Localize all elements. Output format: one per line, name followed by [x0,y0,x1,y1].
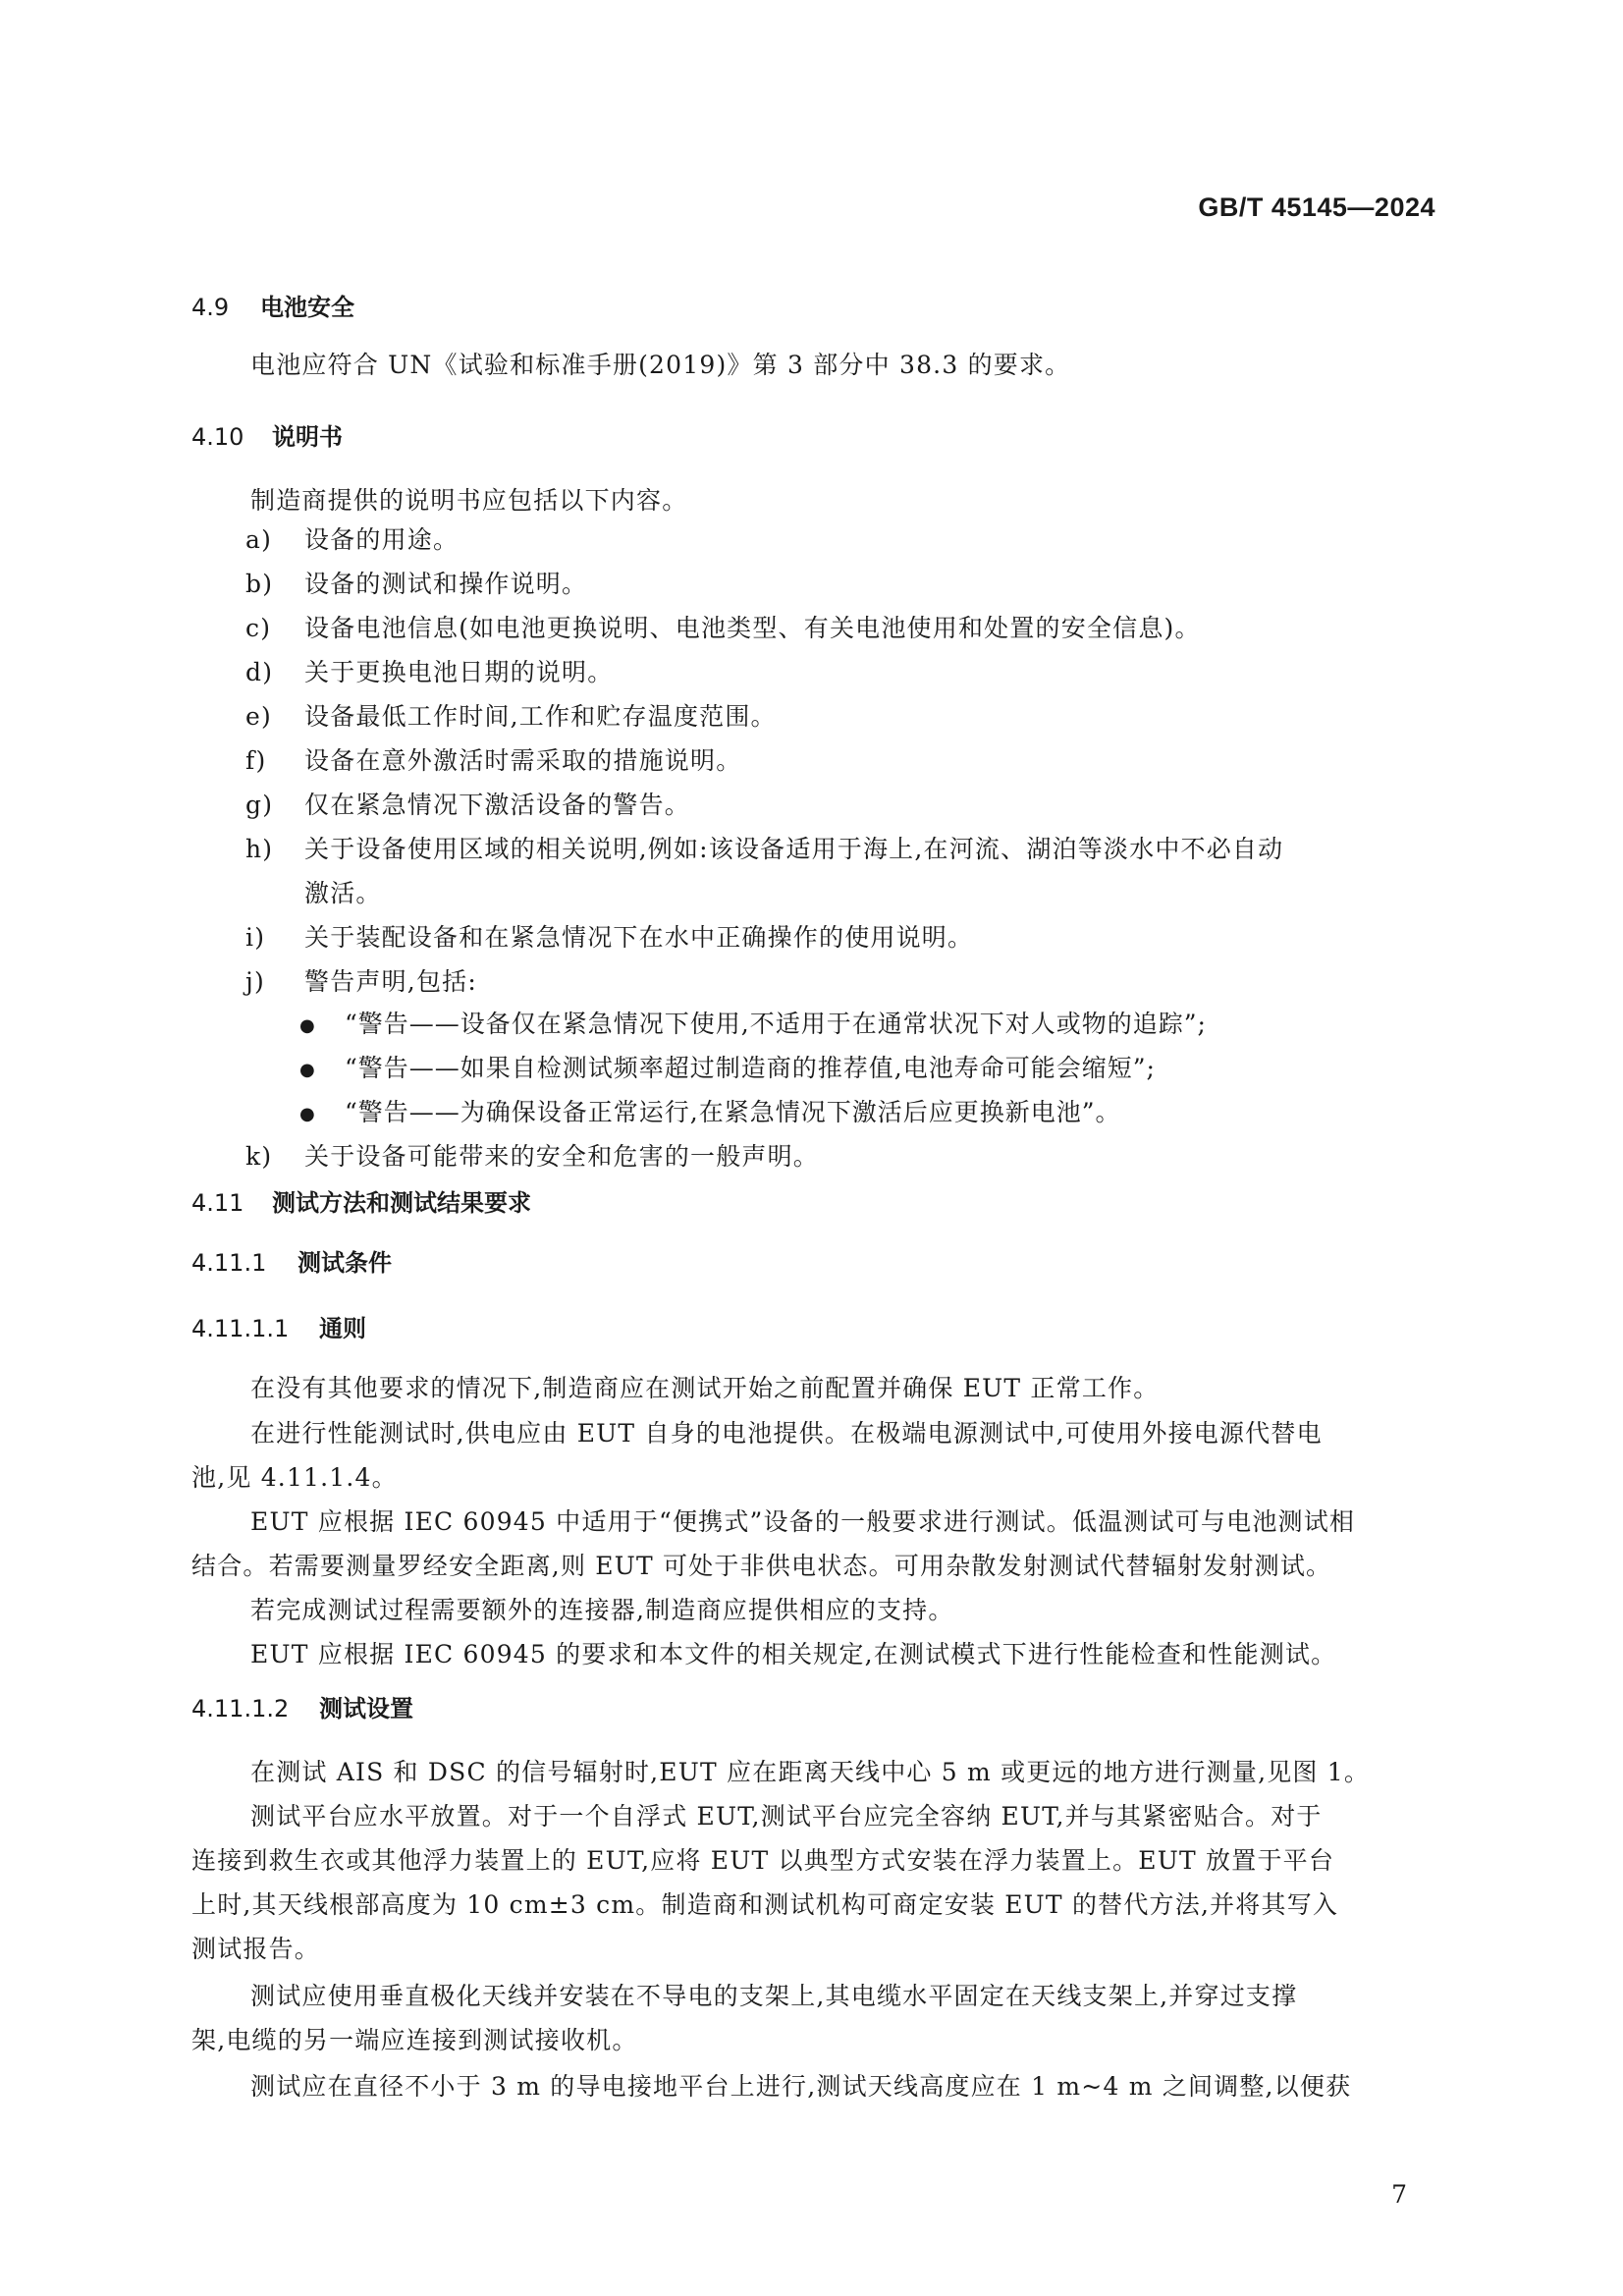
list-item: k) 关于设备可能带来的安全和危害的一般声明。 [245,1142,820,1171]
bullet-item: ● “警告——为确保设备正常运行,在紧急情况下激活后应更换新电池”。 [299,1098,1121,1126]
standard-code: GB/T 45145—2024 [1198,192,1435,222]
list-item: j) 警告声明,包括: [245,967,477,996]
heading-title: 说明书 [272,423,343,451]
heading-number: 4.9 [191,294,230,321]
heading-number: 4.11.1.1 [191,1315,290,1342]
paragraph-line: 在测试 AIS 和 DSC 的信号辐射时,EUT 应在距离天线中心 5 m 或更远的地方进行测量,见图 1。 [250,1758,1371,1786]
paragraph-line: 结合。若需要测量罗经安全距离,则 EUT 可处于非供电状态。可用杂散发射测试代替辐射发射测试。 [191,1552,1332,1580]
section-4-11-1-heading [191,1243,392,1278]
paragraph-line: 架,电缆的另一端应连接到测试接收机。 [191,2026,638,2054]
list-item: h) 关于设备使用区域的相关说明,例如:该设备适用于海上,在河流、湖泊等淡水中不必自动 [245,835,1284,863]
paragraph-line: 测试应使用垂直极化天线并安装在不导电的支架上,其电缆水平固定在天线支架上,并穿过支撑 [250,1982,1298,2010]
heading-number: 4.11 [191,1189,244,1217]
paragraph-line: 若完成测试过程需要额外的连接器,制造商应提供相应的支持。 [250,1596,954,1624]
paragraph-line: 池,见 4.11.1.4。 [191,1463,398,1492]
section-4-9-heading [191,288,354,322]
paragraph-line: 测试报告。 [191,1935,321,1963]
heading-title: 测试条件 [298,1249,392,1277]
paragraph-line: 连接到救生衣或其他浮力装置上的 EUT,应将 EUT 以典型方式安装在浮力装置上。EUT 放置于平台 [191,1846,1335,1875]
list-item: c) 设备电池信息(如电池更换说明、电池类型、有关电池使用和处置的安全信息)。 [245,614,1201,642]
section-4-11-1-1-heading [191,1309,366,1343]
section-4-11-1-2-heading [191,1689,413,1723]
list-item-continuation: 激活。 [304,879,382,907]
paragraph-line: 测试平台应水平放置。对于一个自浮式 EUT,测试平台应完全容纳 EUT,并与其紧密贴合。对于 [250,1802,1323,1831]
paragraph-line: 上时,其天线根部高度为 10 cm±3 cm。制造商和测试机构可商定安装 EUT 的替代方法,并将其写入 [191,1890,1339,1919]
heading-number: 4.11.1.2 [191,1695,290,1722]
list-item: a) 设备的用途。 [245,525,460,554]
heading-title: 电池安全 [260,294,354,321]
bullet-item: ● “警告——如果自检测试频率超过制造商的推荐值,电池寿命可能会缩短”; [299,1054,1156,1082]
list-item: e) 设备最低工作时间,工作和贮存温度范围。 [245,702,777,731]
list-item: b) 设备的测试和操作说明。 [245,570,588,598]
bullet-dot-icon: ● [299,1015,316,1036]
section-4-10-heading [191,417,343,452]
paragraph-line: EUT 应根据 IEC 60945 的要求和本文件的相关规定,在测试模式下进行性能检查和性能测试。 [250,1640,1337,1668]
paragraph-line: EUT 应根据 IEC 60945 中适用于“便携式”设备的一般要求进行测试。低温测试可与电池测试相 [250,1507,1356,1536]
bullet-dot-icon: ● [299,1104,316,1124]
heading-title: 测试设置 [319,1695,413,1722]
paragraph-line: 测试应在直径不小于 3 m 的导电接地平台上进行,测试天线高度应在 1 m~4 m 之间调整,以便获 [250,2072,1352,2101]
paragraph: 电池应符合 UN《试验和标准手册(2019)》第 3 部分中 38.3 的要求。 [250,351,1071,379]
bullet-dot-icon: ● [299,1060,316,1080]
heading-title: 测试方法和测试结果要求 [272,1189,531,1217]
list-item: f) 设备在意外激活时需采取的措施说明。 [245,746,742,775]
paragraph-line: 在没有其他要求的情况下,制造商应在测试开始之前配置并确保 EUT 正常工作。 [250,1374,1160,1402]
page-number: 7 [1391,2180,1407,2209]
list-item: g) 仅在紧急情况下激活设备的警告。 [245,791,691,819]
heading-number: 4.10 [191,423,244,451]
list-item: d) 关于更换电池日期的说明。 [245,658,614,686]
list-item: i) 关于装配设备和在紧急情况下在水中正确操作的使用说明。 [245,923,974,952]
section-4-11-heading [191,1183,531,1218]
paragraph-line: 在进行性能测试时,供电应由 EUT 自身的电池提供。在极端电源测试中,可使用外接电源代替电 [250,1419,1323,1448]
bullet-item: ● “警告——设备仅在紧急情况下使用,不适用于在通常状况下对人或物的追踪”; [299,1010,1207,1038]
paragraph: 制造商提供的说明书应包括以下内容。 [250,486,688,515]
heading-title: 通则 [319,1315,366,1342]
heading-number: 4.11.1 [191,1249,267,1277]
